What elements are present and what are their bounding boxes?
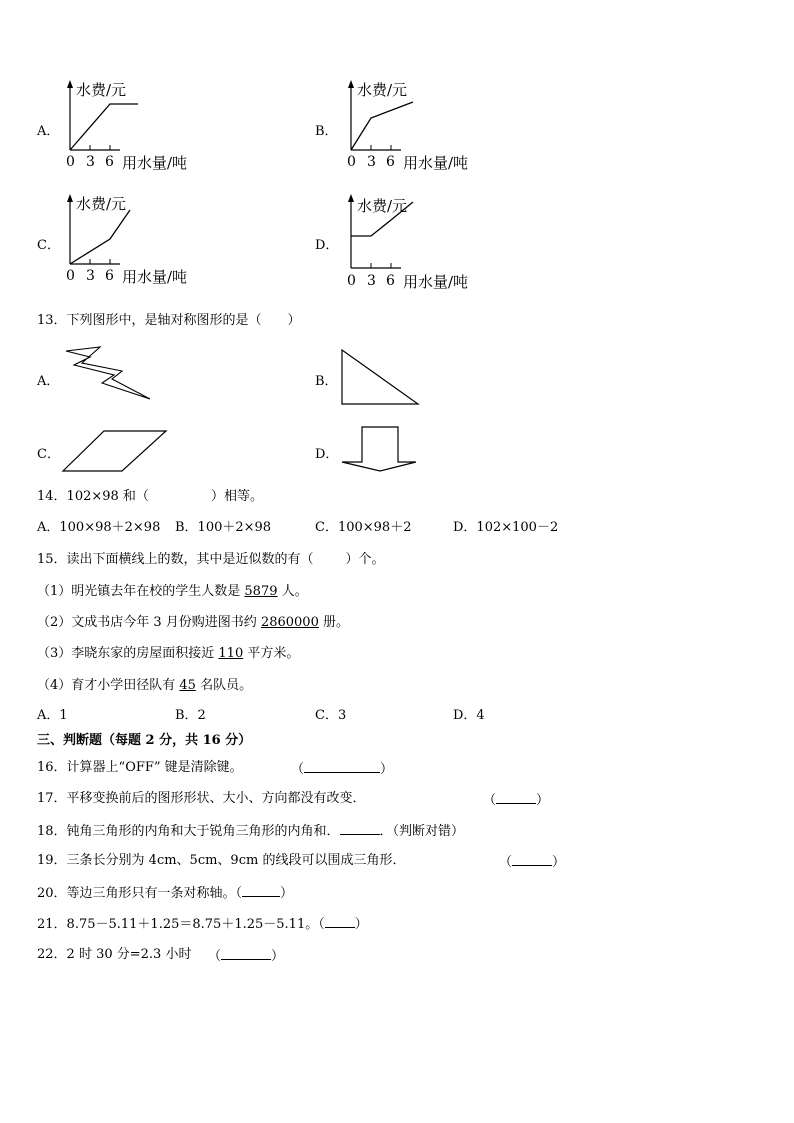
svg-text:3: 3 <box>367 273 376 289</box>
option-b-label: B． <box>315 124 338 139</box>
parallelogram-shape <box>60 428 170 474</box>
graph-c-ylabel: 水费/元 <box>76 195 127 213</box>
svg-text:6: 6 <box>386 154 395 170</box>
q17-stem: 17．平移变换前后的图形形状、大小、方向都没有改变． <box>37 791 366 806</box>
q19-stem: 19．三条长分别为 4cm、5cm、9cm 的线段可以围成三角形． <box>37 853 406 868</box>
q13-b-label: B． <box>315 374 338 389</box>
q15-item-4: （4）育才小学田径队有 45 名队员。 <box>37 678 253 693</box>
q13-d-label: D． <box>315 447 339 462</box>
q14-option-c: C．100×98＋2 <box>315 520 412 535</box>
q17-answer[interactable]: （ ） <box>483 793 550 808</box>
q13-a-label: A． <box>37 374 60 389</box>
svg-text:3: 3 <box>86 154 95 170</box>
q15-item-2: （2）文成书店今年 3 月份购进图书约 2860000 册。 <box>37 615 349 630</box>
graph-a-xlabel: 用水量/吨 <box>122 154 188 172</box>
q14-option-a: A．100×98＋2×98 <box>37 520 161 535</box>
q20-answer-blank[interactable] <box>242 884 280 897</box>
q14-option-b: B．100＋2×98 <box>175 520 272 535</box>
svg-text:6: 6 <box>105 154 114 170</box>
q15-stem: 15．读出下面横线上的数，其中是近似数的有（ ）个。 <box>37 552 385 567</box>
graph-b-ylabel: 水费/元 <box>357 81 408 99</box>
q18-answer-blank[interactable] <box>340 822 380 835</box>
q14-stem: 14．102×98 和（ ）相等。 <box>37 489 263 504</box>
svg-text:0: 0 <box>347 154 356 170</box>
q13-stem: 13．下列图形中，是轴对称图形的是（ ） <box>37 313 301 328</box>
graph-a <box>62 78 232 178</box>
graph-d <box>343 192 513 292</box>
arrow-down-shape <box>338 424 422 474</box>
svg-text:6: 6 <box>105 268 114 284</box>
q16-stem: 16．计算器上“OFF” 键是清除键。 <box>37 760 243 775</box>
graph-c-xlabel: 用水量/吨 <box>122 268 188 286</box>
q15-option-d: D．4 <box>453 708 485 723</box>
svg-text:0: 0 <box>66 154 75 170</box>
q22-answer[interactable]: （ ） <box>208 949 285 964</box>
q15-item-1: （1）明光镇去年在校的学生人数是 5879 人。 <box>37 584 308 599</box>
q15-item-3: （3）李晓东家的房屋面积接近 110 平方米。 <box>37 646 300 661</box>
graph-c <box>62 192 232 292</box>
q18-stem: 18．钝角三角形的内角和大于锐角三角形的内角和． ．（判断对错） <box>37 824 465 839</box>
q19-answer[interactable]: （ ） <box>499 855 566 870</box>
q15-option-b: B．2 <box>175 708 206 723</box>
q21-stem: 21．8.75－5.11＋1.25＝8.75＋1.25－5.11。（ ） <box>37 917 368 932</box>
lightning-shape <box>62 345 162 405</box>
right-triangle-shape <box>338 346 423 408</box>
q20-stem: 20．等边三角形只有一条对称轴。（ ） <box>37 886 294 901</box>
q16-answer[interactable]: （ ） <box>291 762 394 777</box>
graph-b-xlabel: 用水量/吨 <box>403 154 469 172</box>
svg-text:0: 0 <box>66 268 75 284</box>
option-c-label: C． <box>37 238 60 253</box>
option-a-label: A． <box>37 124 60 139</box>
q22-stem: 22．2 时 30 分=2.3 小时 <box>37 947 192 962</box>
option-d-label: D． <box>315 238 339 253</box>
q21-answer-blank[interactable] <box>325 915 355 928</box>
q15-option-a: A．1 <box>37 708 68 723</box>
svg-text:3: 3 <box>86 268 95 284</box>
svg-text:6: 6 <box>386 273 395 289</box>
graph-d-xlabel: 用水量/吨 <box>403 273 469 291</box>
q15-option-c: C．3 <box>315 708 347 723</box>
q13-c-label: C． <box>37 447 60 462</box>
graph-a-ylabel: 水费/元 <box>76 81 127 99</box>
svg-text:3: 3 <box>367 154 376 170</box>
graph-b <box>343 78 513 178</box>
section-3-title: 三、判断题（每题 2 分，共 16 分） <box>37 733 252 748</box>
q14-option-d: D．102×100－2 <box>453 520 559 535</box>
graph-d-ylabel: 水费/元 <box>357 197 408 215</box>
svg-text:0: 0 <box>347 273 356 289</box>
